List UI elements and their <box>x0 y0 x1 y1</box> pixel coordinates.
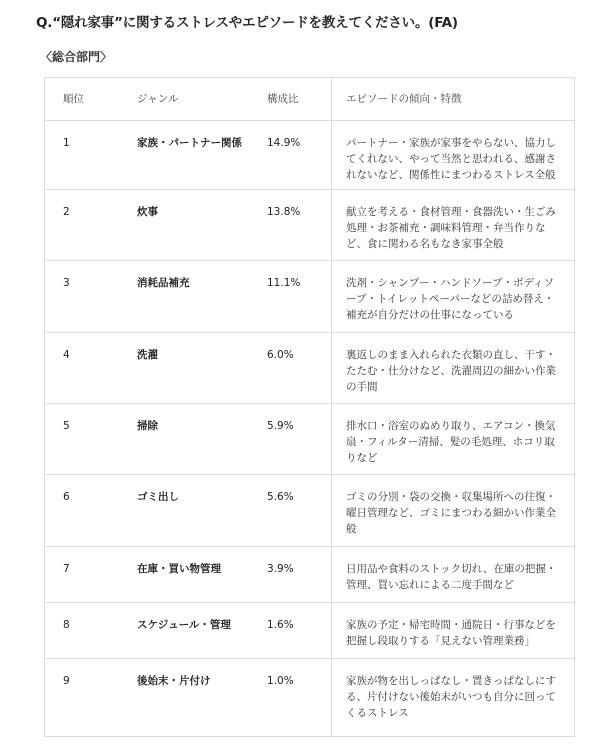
genre-cell: 掃除 <box>129 404 261 475</box>
table-row <box>45 404 575 475</box>
episode-cell: ゴミの分別・袋の交換・収集場所への往復・曜日管理など、ゴミにまつわる細かい作業全般 <box>332 475 575 547</box>
question-title: Q.“隠れ家事”に関するストレスやエピソードを教えてください。(FA) <box>36 15 458 31</box>
episode-cell: 献立を考える・食材管理・食器洗い・生ごみ処理・お茶補充・調味料管理・弁当作りなど、食に関わる名もなき家事全般 <box>332 190 575 261</box>
section-title: 〈総合部門〉 <box>40 50 113 64</box>
genre-cell: スケジュール・管理 <box>129 603 261 659</box>
ratio-cell: 14.9% <box>261 121 332 190</box>
table-row <box>45 121 575 190</box>
ranking-table <box>44 77 575 737</box>
rank-cell: 3 <box>45 261 130 333</box>
table-row <box>45 261 575 333</box>
ratio-cell: 1.6% <box>261 603 332 659</box>
header-ratio: 構成比 <box>261 78 332 121</box>
table-row <box>45 603 575 659</box>
genre-cell: 在庫・買い物管理 <box>129 547 261 603</box>
genre-cell: 洗濯 <box>129 333 261 404</box>
rank-cell: 8 <box>45 603 130 659</box>
genre-cell: 炊事 <box>129 190 261 261</box>
table-row <box>45 659 575 737</box>
ratio-cell: 6.0% <box>261 333 332 404</box>
ratio-cell: 5.9% <box>261 404 332 475</box>
header-rank: 順位 <box>45 78 130 121</box>
table-row <box>45 547 575 603</box>
ratio-cell: 3.9% <box>261 547 332 603</box>
rank-cell: 9 <box>45 659 130 737</box>
episode-cell: 日用品や食料のストック切れ、在庫の把握・管理、買い忘れによる二度手間など <box>332 547 575 603</box>
rank-cell: 7 <box>45 547 130 603</box>
episode-cell: 家族の予定・帰宅時間・通院日・行事などを把握し段取りする「見えない管理業務」 <box>332 603 575 659</box>
table-row <box>45 333 575 404</box>
episode-cell: 裏返しのまま入れられた衣類の直し、干す・たたむ・仕分けなど、洗濯周辺の細かい作業の手間 <box>332 333 575 404</box>
ratio-cell: 13.8% <box>261 190 332 261</box>
rank-cell: 6 <box>45 475 130 547</box>
ratio-cell: 5.6% <box>261 475 332 547</box>
genre-cell: 後始末・片付け <box>129 659 261 737</box>
table-row <box>45 475 575 547</box>
table-header-row <box>45 78 575 121</box>
episode-cell: パートナー・家族が家事をやらない、協力してくれない、やって当然と思われる、感謝されないなど、関係性にまつわるストレス全般 <box>332 121 575 190</box>
ratio-cell: 1.0% <box>261 659 332 737</box>
episode-cell: 家族が物を出しっぱなし・置きっぱなしにする、片付けない後始末がいつも自分に回ってくるストレス <box>332 659 575 737</box>
rank-cell: 4 <box>45 333 130 404</box>
rank-cell: 1 <box>45 121 130 190</box>
ratio-cell: 11.1% <box>261 261 332 333</box>
genre-cell: 家族・パートナー関係 <box>129 121 261 190</box>
genre-cell: ゴミ出し <box>129 475 261 547</box>
header-episode: エピソードの傾向・特徴 <box>332 78 575 121</box>
episode-cell: 排水口・浴室のぬめり取り、エアコン・換気扇・フィルター清掃、髪の毛処理、ホコリ取りなど <box>332 404 575 475</box>
rank-cell: 2 <box>45 190 130 261</box>
genre-cell: 消耗品補充 <box>129 261 261 333</box>
episode-cell: 洗剤・シャンプー・ハンドソープ・ボディソープ・トイレットペーパーなどの詰め替え・補充が自分だけの仕事になっている <box>332 261 575 333</box>
rank-cell: 5 <box>45 404 130 475</box>
table-row <box>45 190 575 261</box>
header-genre: ジャンル <box>129 78 261 121</box>
